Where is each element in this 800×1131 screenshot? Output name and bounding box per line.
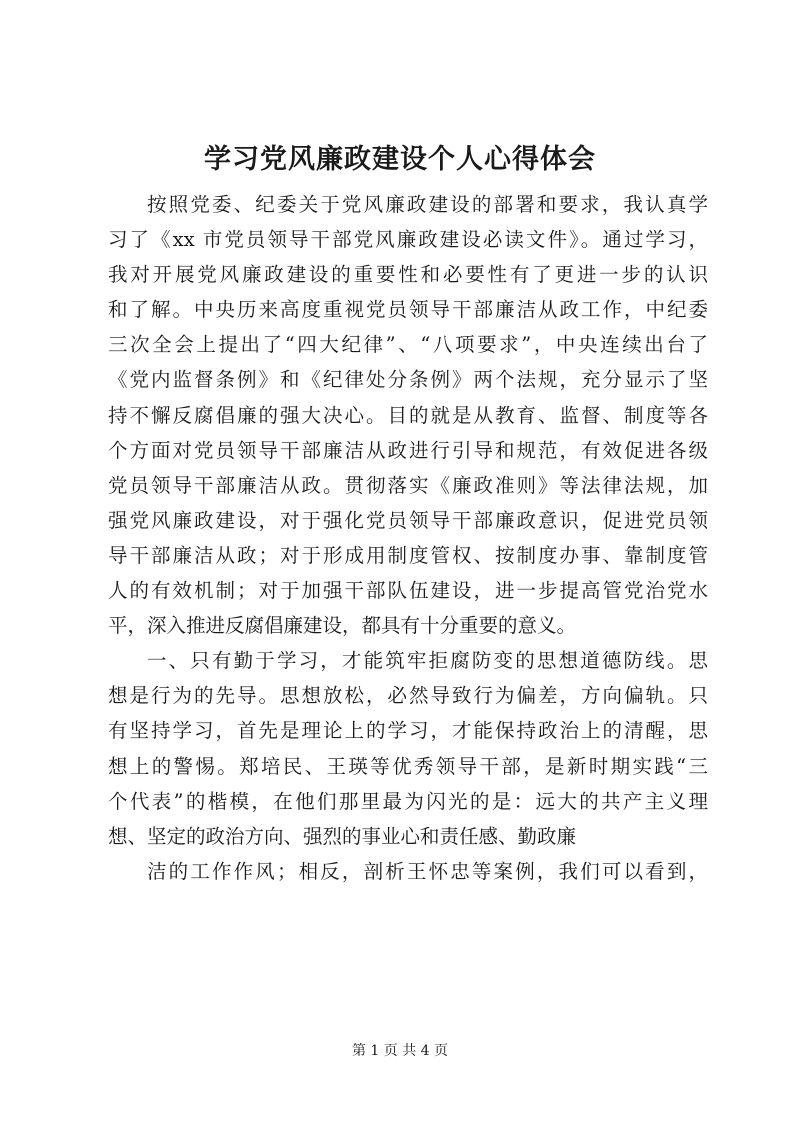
paragraph-line: 一、只有勤于学习，才能筑牢拒腐防变的思想道德防线。思: [147, 649, 708, 673]
paragraph-line: 强党风廉政建设，对于强化党员领导干部廉政意识，促进党员领: [108, 508, 708, 532]
paragraph-line: 洁的工作作风；相反，剖析王怀忠等案例，我们可以看到，: [147, 859, 708, 883]
paragraph-line: 三次全会上提出了“四大纪律”、“八项要求”，中央连续出台了: [108, 333, 708, 357]
paragraph-line: 个代表”的楷模，在他们那里最为闪光的是：远大的共产主义理: [108, 789, 708, 813]
paragraph-line: 平，深入推进反腐倡廉建设，都具有十分重要的意义。: [108, 614, 577, 638]
paragraph-line: 想上的警惕。郑培民、王瑛等优秀领导干部，是新时期实践“三: [108, 754, 708, 778]
document-title: 学习党风廉政建设个人心得体会: [204, 144, 596, 175]
paragraph-line: 导干部廉洁从政；对于形成用制度管权、按制度办事、靠制度管: [108, 543, 708, 567]
paragraph-line: 习了《xx 市党员领导干部党风廉政建设必读文件》。通过学习，: [108, 228, 708, 252]
paragraph-line: 《党内监督条例》和《纪律处分条例》两个法规，充分显示了坚: [108, 368, 708, 392]
paragraph-line: 有坚持学习，首先是理论上的学习，才能保持政治上的清醒，思: [108, 719, 708, 743]
paragraph-line: 想是行为的先导。思想放松，必然导致行为偏差，方向偏轨。只: [108, 684, 708, 708]
page-number-footer: 第 1 页 共 4 页: [351, 1043, 449, 1059]
paragraph-line: 想、坚定的政治方向、强烈的事业心和责任感、勤政廉: [108, 824, 577, 848]
document-body: [108, 187, 708, 889]
paragraph-line: 党员领导干部廉洁从政。贯彻落实《廉政准则》等法律法规，加: [108, 473, 708, 497]
paragraph-line: 个方面对党员领导干部廉洁从政进行引导和规范，有效促进各级: [108, 438, 708, 462]
paragraph-line: 和了解。中央历来高度重视党员领导干部廉洁从政工作，中纪委: [108, 298, 708, 322]
paragraph-line: 人的有效机制；对于加强干部队伍建设，进一步提高管党治党水: [108, 579, 708, 603]
paragraph-line: 我对开展党风廉政建设的重要性和必要性有了更进一步的认识: [108, 263, 708, 287]
paragraph-line: 按照党委、纪委关于党风廉政建设的部署和要求，我认真学: [147, 193, 708, 216]
paragraph-line: 持不懈反腐倡廉的强大决心。目的就是从教育、监督、制度等各: [108, 403, 708, 427]
